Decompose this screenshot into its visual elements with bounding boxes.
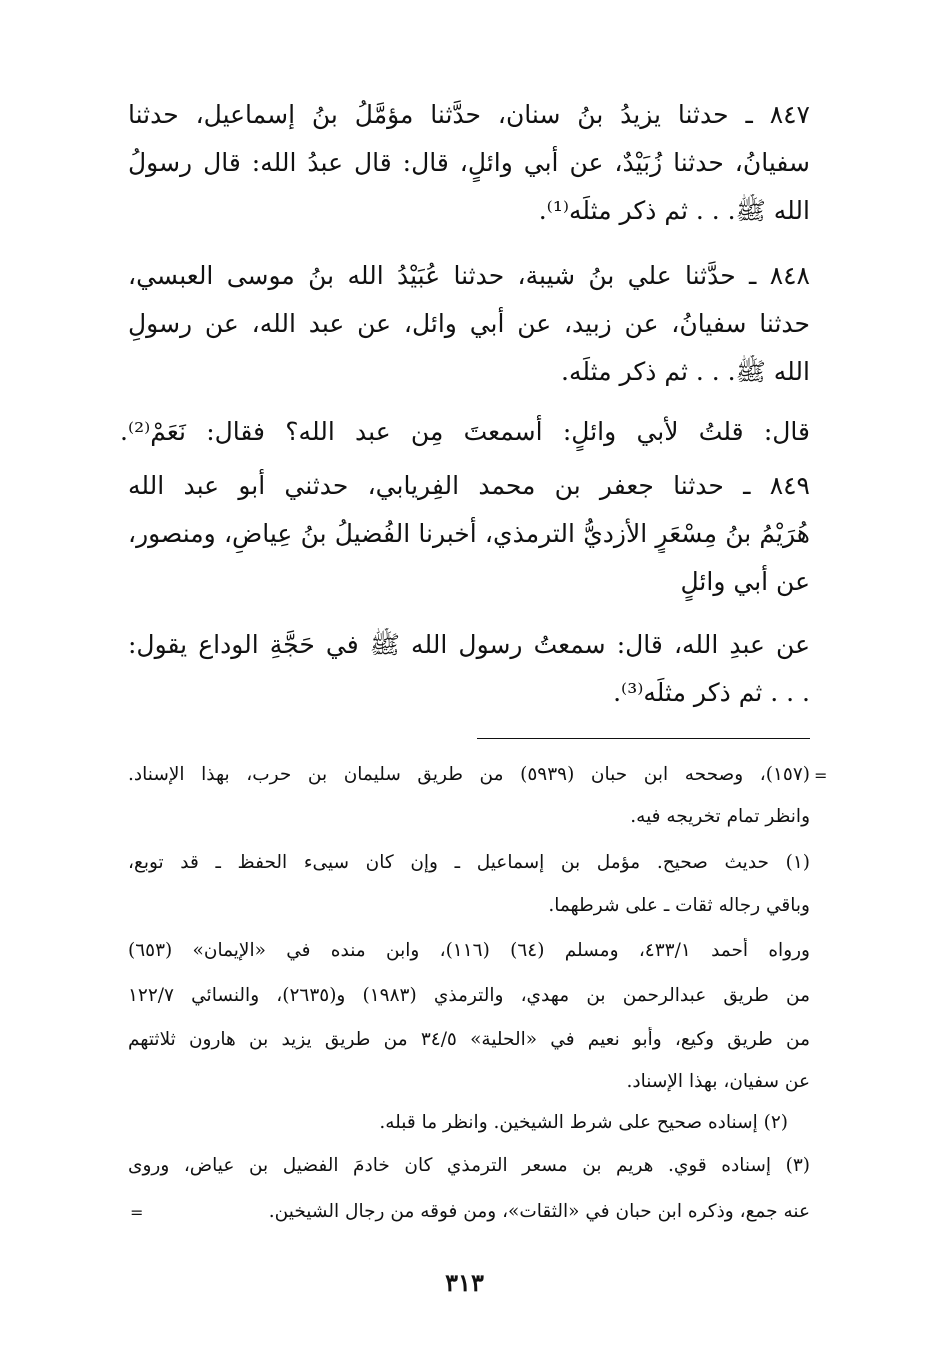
- footnote-line: (١٥٧)، وصححه ابن حبان (٥٩٣٩) من طريق سليمان بن حرب، بهذا الإسناد.: [128, 764, 810, 785]
- footnote-line: عن سفيان، بهذا الإسناد.: [626, 1071, 810, 1092]
- text-line: الله ﷺ. . . ثم ذكر مثلَه⁽¹⁾.: [538, 196, 810, 225]
- footnote-line: وانظر تمام تخريجه فيه.: [630, 806, 810, 827]
- text-line: . . . ثم ذكر مثلَه⁽³⁾.: [613, 678, 810, 707]
- footnote-line: (٢) إسناده صحيح على شرط الشيخين. وانظر ما قبله.: [379, 1112, 788, 1133]
- text-line: عن أبي وائلٍ: [680, 567, 810, 596]
- text-line: ٨٤٨ ـ حدَّثنا علي بنُ شيبة، حدثنا عُبَيْدُ الله بنُ موسى العبسي،: [128, 261, 810, 290]
- footnote-line: (١) حديث صحيح. مؤمل بن إسماعيل ـ وإن كان سيىء الحفظ ـ قد توبع،: [128, 852, 810, 873]
- footnote-line: وباقي رجاله ثقات ـ على شرطهما.: [548, 895, 810, 916]
- footnote-line: ورواه أحمد ٤٣٣/١، ومسلم (٦٤) (١١٦)، وابن منده في «الإيمان» (٦٥٣): [128, 940, 810, 961]
- text-line: الله ﷺ. . . ثم ذكر مثلَه.: [561, 357, 810, 386]
- footnote-line: من طريق عبدالرحمن بن مهدي، والترمذي (١٩٨٣) و(٢٦٣٥)، والنسائي ١٢٢/٧: [128, 985, 810, 1006]
- page-number: ٣١٣: [445, 1268, 484, 1297]
- text-line: ٨٤٩ ـ حدثنا جعفر بن محمد الفِريابي، حدثني أبو عبد الله: [128, 471, 810, 500]
- text-line: هُرَيْمُ بنُ مِسْعَرٍ الأزديُّ الترمذي، أخبرنا الفُضيلُ بنُ عِياضٍ، ومنصور،: [128, 519, 810, 548]
- text-line: قال: قلتُ لأبي وائلٍ: أسمعتَ مِن عبد الله؟ فقال: نَعَمْ⁽²⁾.: [120, 417, 810, 446]
- continuation-mark-end: =: [130, 1203, 144, 1222]
- footnotes: [128, 0, 810, 1260]
- text-line: ٨٤٧ ـ حدثنا يزيدُ بنُ سنان، حدَّثنا مؤمَّلُ بنُ إسماعيل، حدثنا: [128, 100, 810, 129]
- text-line: حدثنا سفيانُ، عن زبيد، عن أبي وائل، عن عبد الله، عن رسولِ: [128, 309, 810, 338]
- text-line: سفيانُ، حدثنا زُبَيْدٌ، عن أبي وائلٍ، قال: قال عبدُ الله: قال رسولُ: [128, 148, 810, 177]
- text-line: عن عبدِ الله، قال: سمعتُ رسول الله ﷺ في حَجَّةِ الوداع يقول:: [128, 630, 810, 659]
- footnote-line: عنه جمع، وذكره ابن حبان في «الثقات»، ومن فوقه من رجال الشيخين.: [268, 1201, 810, 1222]
- footnote-line: من طريق وكيع، وأبو نعيم في «الحلية» ٣٤/٥ من طريق يزيد بن هارون ثلاثتهم: [128, 1029, 810, 1050]
- continuation-mark-start: =: [814, 766, 828, 785]
- footnote-line: (٣) إسناده قوي. هريم بن مسعر الترمذي كان خادمَ الفضيل بن عياض، وروى: [128, 1155, 810, 1176]
